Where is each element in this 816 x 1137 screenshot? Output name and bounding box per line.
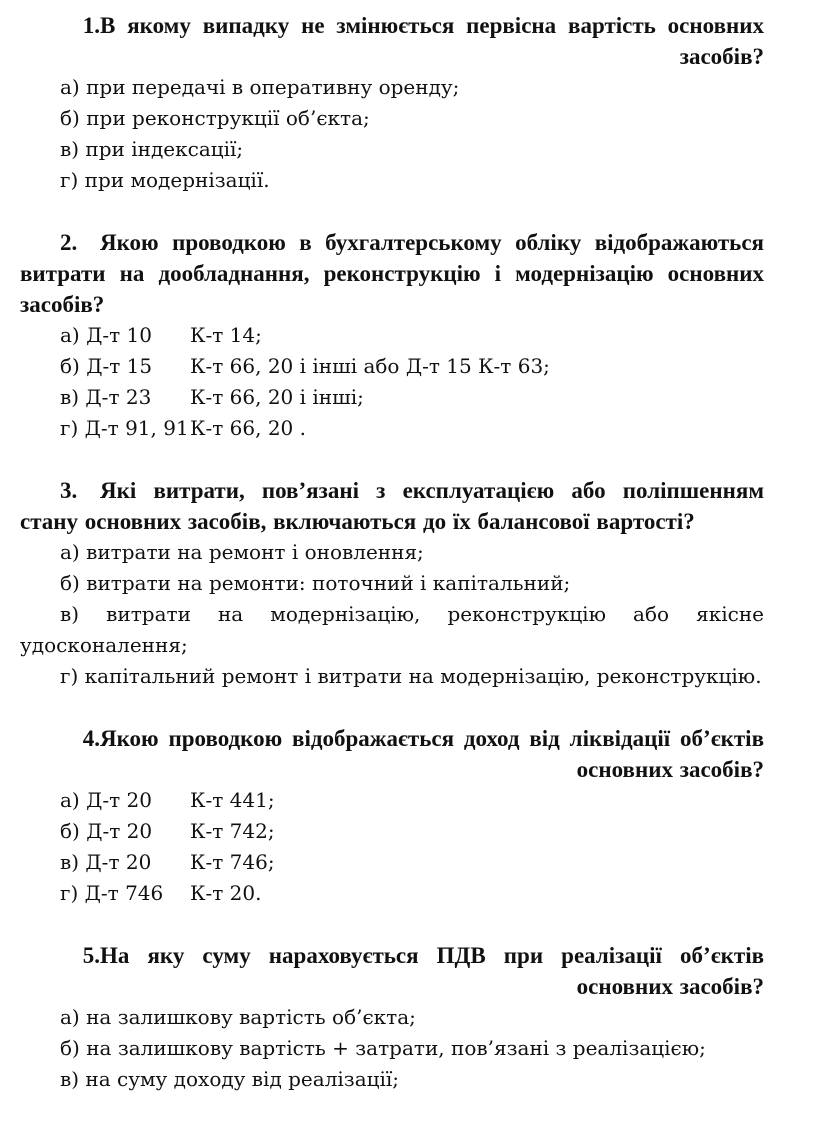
debit-label: г) Д-т 746 xyxy=(60,881,164,905)
debit-label: б) Д-т 20 xyxy=(60,819,153,843)
credit-label: К-т 20. xyxy=(190,881,262,905)
option-d xyxy=(20,878,764,909)
question-1 xyxy=(20,10,764,72)
debit-label: в) Д-т 23 xyxy=(60,385,152,409)
question-text: Якою проводкою в бухгалтерському обліку відображаються витрати на дообладнання, реконструкцію і модернізацію основних засобів? xyxy=(20,230,764,317)
option-d: г) при модернізації. xyxy=(60,168,270,192)
option-c xyxy=(20,847,764,878)
question-4 xyxy=(20,723,764,785)
option-c xyxy=(20,382,764,413)
option-b xyxy=(20,816,764,847)
option-c: в) витрати на модернізацію, реконструкцію або якісне удосконалення; xyxy=(20,602,764,657)
credit-label: К-т 66, 20 . xyxy=(190,416,306,440)
debit-label: б) Д-т 15 xyxy=(60,354,153,378)
option-a xyxy=(20,320,764,351)
question-text: Які витрати, пов’язані з експлуатацією або поліпшенням стану основних засобів, включаються до їх балансової вартості? xyxy=(20,478,764,534)
debit-label: а) Д-т 10 xyxy=(60,323,152,347)
option-c: в) при індексації; xyxy=(60,137,244,161)
question-text: Якою проводкою відображається доход від ліквідації об’єктів основних засобів? xyxy=(100,726,764,782)
credit-label: К-т 441; xyxy=(190,788,275,812)
option-a: а) витрати на ремонт і оновлення; xyxy=(60,540,424,564)
debit-label: а) Д-т 20 xyxy=(60,788,152,812)
question-number: 1. xyxy=(82,13,100,38)
credit-label: К-т 66, 20 і інші або Д-т 15 К-т 63; xyxy=(190,354,550,378)
option-b xyxy=(20,351,764,382)
question-number: 5. xyxy=(82,943,100,968)
question-number: 3. xyxy=(60,478,78,503)
credit-label: К-т 746; xyxy=(190,850,275,874)
option-a xyxy=(20,785,764,816)
question-text: В якому випадку не змінюється первісна вартість основних засобів? xyxy=(100,13,764,69)
credit-label: К-т 14; xyxy=(190,323,262,347)
credit-label: К-т 742; xyxy=(190,819,275,843)
option-d: г) капітальний ремонт і витрати на модернізацію, реконструкцію. xyxy=(60,664,762,688)
debit-label: г) Д-т 91, 91 xyxy=(60,416,189,440)
option-d xyxy=(20,413,764,444)
question-number: 2. xyxy=(60,230,78,255)
option-c: в) на суму доходу від реалізації; xyxy=(60,1067,400,1091)
credit-label: К-т 66, 20 і інші; xyxy=(190,385,364,409)
option-b: б) витрати на ремонти: поточний і капітальний; xyxy=(60,571,571,595)
option-b: б) на залишкову вартість + затрати, пов’язані з реалізацією; xyxy=(60,1036,706,1060)
question-2 xyxy=(20,227,764,320)
option-a: а) на залишкову вартість об’єкта; xyxy=(60,1005,416,1029)
quiz-page xyxy=(20,10,764,1095)
question-5 xyxy=(20,940,764,1002)
question-3 xyxy=(20,475,764,537)
debit-label: в) Д-т 20 xyxy=(60,850,152,874)
option-b: б) при реконструкції об’єкта; xyxy=(60,106,370,130)
option-a: а) при передачі в оперативну оренду; xyxy=(60,75,460,99)
question-text: На яку суму нараховується ПДВ при реалізації об’єктів основних засобів? xyxy=(100,943,764,999)
question-number: 4. xyxy=(82,726,100,751)
